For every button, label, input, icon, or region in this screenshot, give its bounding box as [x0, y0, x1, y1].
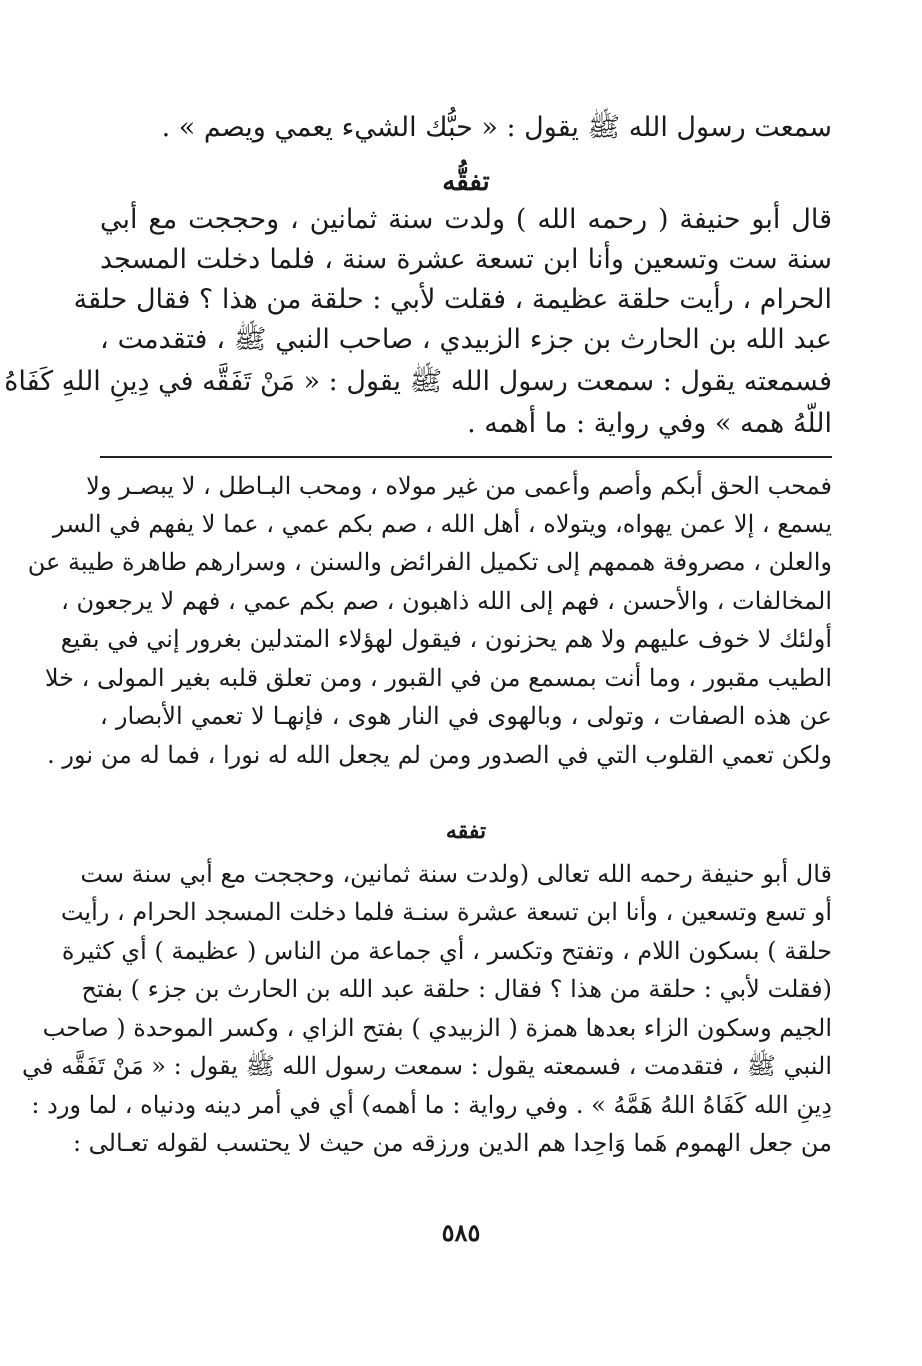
- commentary-line: حلقة ) بسكون اللام ، وتفتح وتكسر ، أي جماعة من الناس ( عظيمة ) أي كثيرة: [61, 937, 832, 965]
- main-text-line: اللّهُ همه » وفي رواية : ما أهمه .: [467, 408, 832, 439]
- main-text-line: فسمعته يقول : سمعت رسول الله ﷺ يقول : « مَنْ تَفَقَّه في دِينِ اللهِ كَفَاهُ: [4, 366, 832, 397]
- lower-text-line: ولكن تعمي القلوب التي في الصدور ومن لم يجعل الله له نورا ، فما له من نور .: [47, 741, 832, 769]
- main-text-line: عبد الله بن الحارث بن جزء الزبيدي ، صاحب النبي ﷺ ، فتقدمت ،: [100, 324, 832, 355]
- lower-text-line: فمحب الحق أبكم وأصم وأعمى من غير مولاه ، ومحب البـاطل ، لا يبصـر ولا: [86, 472, 832, 500]
- lower-text-line: عن هذه الصفات ، وتولى ، وبالهوى في النار هوى ، فإنهـا لا تعمي الأبصار ،: [100, 702, 832, 730]
- commentary-line: قال أبو حنيفة رحمه الله تعالى (ولدت سنة ثمانين، وحججت مع أبي سنة ست: [80, 860, 832, 888]
- lower-text-line: المخالفات ، والأحسن ، فهم إلى الله ذاهبون ، صم بكم عمي ، فهم لا يرجعون ،: [61, 587, 832, 615]
- commentary-line: من جعل الهموم هَما وَاحِدا هم الدين ورزقه من حيث لا يحتسب لقوله تعـالى :: [72, 1129, 832, 1157]
- commentary-line: (فقلت لأبي : حلقة من هذا ؟ فقال : حلقة عبد الله بن الحارث بن جزء ) بفتح: [81, 975, 832, 1003]
- lower-text-line: والعلن ، مصروفة هممهم إلى تكميل الفرائض والسنن ، وسرارهم طاهرة طيبة عن: [27, 548, 832, 576]
- commentary-line: الجيم وسكون الزاء بعدها همزة ( الزبيدي ) بفتح الزاي ، وكسر الموحدة ( صاحب: [42, 1014, 832, 1042]
- page-number: ٥٨٥: [441, 1218, 481, 1247]
- lower-text-line: أولئك لا خوف عليهم ولا هم يحزنون ، فيقول لهؤلاء المتدلين بغرور إني في بقيع: [60, 625, 832, 653]
- commentary-line: النبي ﷺ ، فتقدمت ، فسمعته يقول : سمعت رسول الله ﷺ يقول : « مَنْ تَفَقَّه في: [21, 1052, 832, 1080]
- page: [4, 0, 832, 1366]
- lower-text-line: الطيب مقبور ، وما أنت بمسمع من في القبور ، ومن تعلق قلبه بغير المولى ، خلا: [44, 664, 832, 692]
- commentary-line: دِينِ الله كَفَاهُ اللهُ هَمَّهُ » . وفي رواية : ما أهمه) أي في أمر دينه ودنياه ، لما ورد :: [31, 1091, 832, 1119]
- commentary-heading: تفقه: [445, 818, 487, 844]
- main-text-line: الحرام ، رأيت حلقة عظيمة ، فقلت لأبي : حلقة من هذا ؟ فقال حلقة: [73, 284, 832, 315]
- main-text-line: قال أبو حنيفة ( رحمه الله ) ولدت سنة ثمانين ، وحججت مع أبي: [100, 204, 832, 235]
- intro-line: سمعت رسول الله ﷺ يقول : « حبُّك الشيء يعمي ويصم » .: [161, 112, 832, 143]
- commentary-line: أو تسع وتسعين ، وأنا ابن تسعة عشرة سنـة فلما دخلت المسجد الحرام ، رأيت: [60, 898, 832, 926]
- lower-text-line: يسمع ، إلا عمن يهواه، ويتولاه ، أهل الله ، صم بكم عمي ، عما لا يفهم في السر: [52, 510, 832, 538]
- main-text-line: سنة ست وتسعين وأنا ابن تسعة عشرة سنة ، فلما دخلت المسجد: [100, 244, 832, 275]
- section-heading: تفقُّه: [442, 167, 490, 197]
- section-divider: [100, 456, 832, 458]
